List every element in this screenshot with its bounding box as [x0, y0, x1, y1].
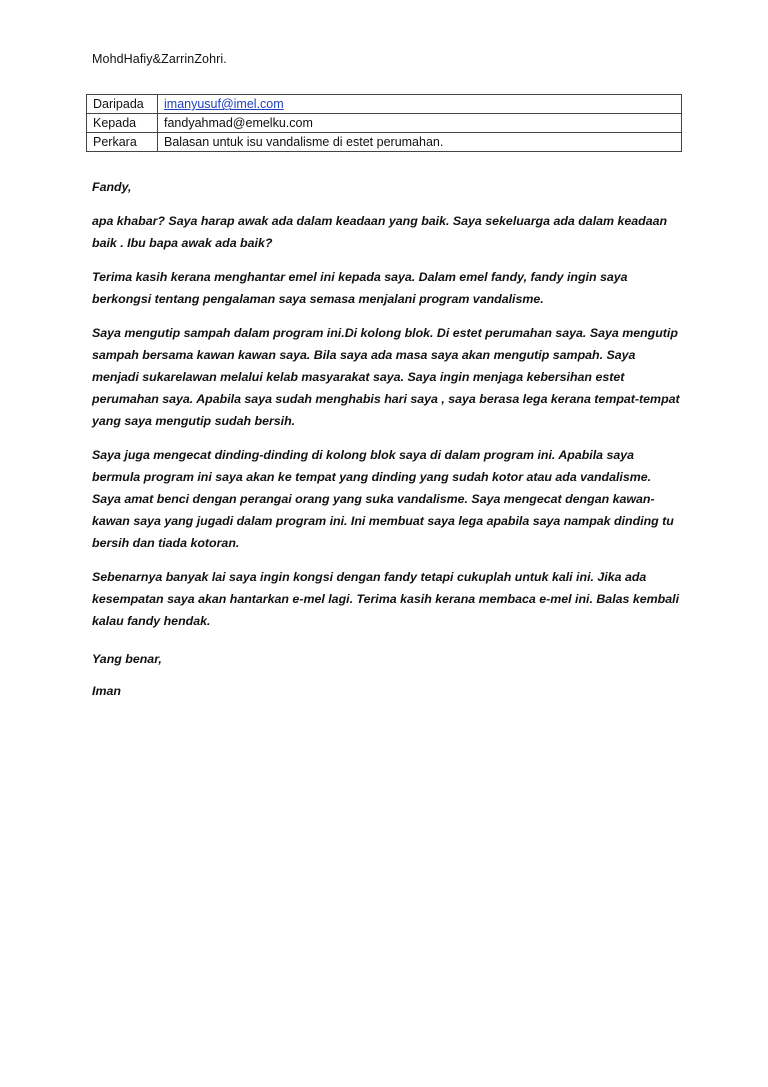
greeting: Fandy,: [92, 180, 132, 194]
paragraph-2: Terima kasih kerana menghantar emel ini kepada saya. Dalam emel fandy, fandy ingin saya berkongsi tentang pengalaman saya semasa menjalani program vandalisme.: [92, 270, 628, 306]
signature: Iman: [92, 684, 121, 698]
author-header: MohdHafiy&ZarrinZohri.: [92, 52, 227, 66]
subject-label: Perkara: [87, 133, 158, 152]
closing: Yang benar,: [92, 652, 162, 666]
to-value: fandyahmad@emelku.com: [158, 114, 682, 133]
to-row: [87, 114, 682, 133]
from-label: Daripada: [87, 95, 158, 114]
from-row: [87, 95, 682, 114]
email-header-table: [86, 94, 682, 152]
from-value: [158, 95, 682, 114]
subject-value: Balasan untuk isu vandalisme di estet perumahan.: [158, 133, 682, 152]
paragraph-3: Saya mengutip sampah dalam program ini.Di kolong blok. Di estet perumahan saya. Saya mengutip sampah bersama kawan kawan saya. Bila saya ada masa saya akan mengutip sampah. Saya menjadi sukarelawan melalui kelab masyarakat saya. Saya ingin menjaga kebersihan estet perumahan saya. Apabila saya sudah menghabis hari saya , saya berasa lega kerana tempat-tempat yang saya mengutip sudah bersih.: [92, 326, 680, 428]
to-label: Kepada: [87, 114, 158, 133]
letter-body: [92, 176, 682, 644]
paragraph-4: Saya juga mengecat dinding-dinding di kolong blok saya di dalam program ini. Apabila saya bermula program ini saya akan ke tempat yang dinding yang sudah kotor atau ada vandalisme. Saya amat benci dengan perangai orang yang suka vandalisme. Saya mengecat dengan kawan-kawan saya yang jugadi dalam program ini. Ini membuat saya lega apabila saya nampak dinding tu bersih dan tiada kotoran.: [92, 448, 674, 550]
subject-row: [87, 133, 682, 152]
paragraph-5: Sebenarnya banyak lai saya ingin kongsi dengan fandy tetapi cukuplah untuk kali ini. Jika ada kesempatan saya akan hantarkan e-mel lagi. Terima kasih kerana membaca e-mel ini. Balas kembali kalau fandy hendak.: [92, 570, 680, 628]
sender-email-link[interactable]: imanyusuf@imel.com: [164, 97, 284, 111]
paragraph-1: apa khabar? Saya harap awak ada dalam keadaan yang baik. Saya sekeluarga ada dalam keadaan baik . Ibu bapa awak ada baik?: [92, 214, 668, 250]
